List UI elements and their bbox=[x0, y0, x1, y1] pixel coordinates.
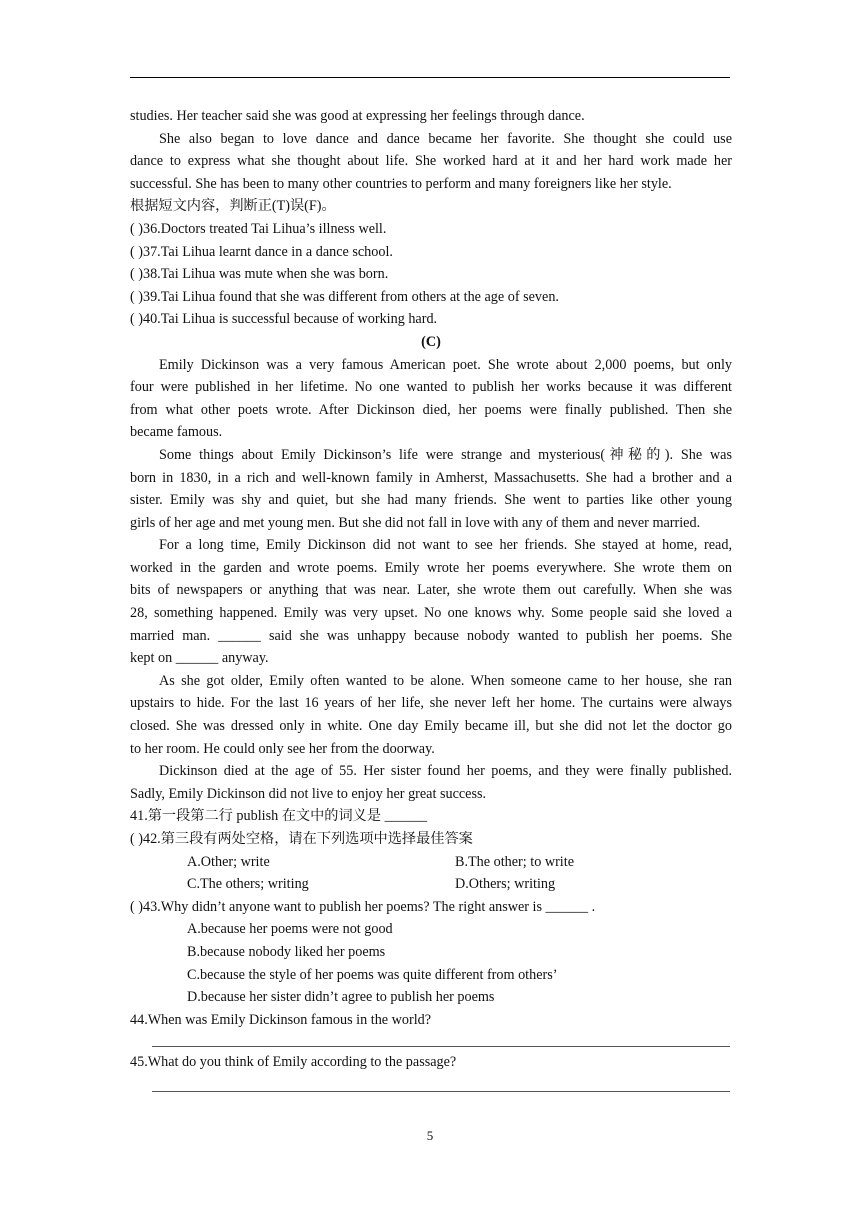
paragraph-line: from what other poets wrote. After Dickinson died, her poems were finally published. Then she bbox=[130, 401, 732, 418]
instruction: 根据短文内容，判断正(T)误(F)。 bbox=[130, 198, 336, 215]
paragraph-line: worked in the garden and wrote poems. Emily wrote her poems everywhere. She wrote them on bbox=[130, 559, 732, 576]
paragraph-line: born in 1830, in a rich and well-known family in Amherst, Massachusetts. She had a brother and a bbox=[130, 469, 732, 486]
option-c: C.because the style of her poems was quite different from others’ bbox=[187, 966, 558, 983]
option-a: A.Other; write bbox=[187, 853, 270, 870]
question-44: 44.When was Emily Dickinson famous in the world? bbox=[130, 1011, 432, 1028]
passage-b-paragraph-line: She also began to love dance and dance became her favorite. She thought she could use bbox=[159, 130, 732, 147]
header-rule bbox=[130, 77, 730, 78]
paragraph-line: Some things about Emily Dickinson’s life were strange and mysterious(神秘的). She was bbox=[159, 446, 732, 463]
page-content bbox=[130, 105, 732, 1031]
question-45: 45.What do you think of Emily according to the passage? bbox=[130, 1054, 457, 1070]
paragraph-line: to her room. He could only see her from the doorway. bbox=[130, 740, 435, 757]
question-42: ( )42.第三段有两处空格，请在下列选项中选择最佳答案 bbox=[130, 831, 473, 847]
question-36: ( )36.Doctors treated Tai Lihua’s illness well. bbox=[130, 220, 387, 237]
question-37: ( )37.Tai Lihua learnt dance in a dance school. bbox=[130, 243, 393, 260]
paragraph-line: Sadly, Emily Dickinson did not live to enjoy her great success. bbox=[130, 785, 487, 802]
question-38: ( )38.Tai Lihua was mute when she was born. bbox=[130, 266, 389, 283]
question-40: ( )40.Tai Lihua is successful because of working hard. bbox=[130, 311, 438, 328]
question-43: ( )43.Why didn’t anyone want to publish her poems? The right answer is ______ . bbox=[130, 898, 596, 915]
passage-b-paragraph-end: studies. Her teacher said she was good at expressing her feelings through dance. bbox=[130, 108, 585, 124]
paragraph-line: kept on ______ anyway. bbox=[130, 650, 269, 667]
paragraph-line: For a long time, Emily Dickinson did not want to see her friends. She stayed at home, read, bbox=[159, 537, 732, 554]
paragraph-line: married man. ______ said she was unhappy because nobody wanted to publish her poems. She bbox=[130, 627, 732, 644]
section-heading: (C) bbox=[421, 333, 441, 350]
paragraph-line: four were published in her lifetime. No one wanted to publish her works because it was different bbox=[130, 379, 732, 396]
paragraph-line: sister. Emily was shy and quiet, but she had many friends. She went to parties like other young bbox=[130, 492, 732, 509]
question-42-options-row bbox=[130, 851, 732, 874]
answer-line-45[interactable] bbox=[152, 1091, 730, 1092]
paragraph-line: girls of her age and met young men. But she did not fall in love with any of them and never married. bbox=[130, 514, 701, 531]
paragraph-line: As she got older, Emily often wanted to be alone. When someone came to her house, she ran bbox=[159, 672, 732, 689]
paragraph-line: Dickinson died at the age of 55. Her sister found her poems, and they were finally published. bbox=[159, 763, 732, 780]
paragraph-line: became famous. bbox=[130, 424, 223, 441]
question-39: ( )39.Tai Lihua found that she was different from others at the age of seven. bbox=[130, 288, 559, 305]
paragraph-line: 28, something happened. Emily was very upset. No one knows why. Some people said she loved a bbox=[130, 605, 732, 622]
page-number: 5 bbox=[426, 1128, 434, 1143]
paragraph-line: upstairs to hide. For the last 16 years of her life, she never left her home. The curtains were always bbox=[130, 695, 732, 712]
question-41: 41.第一段第二行 publish 在文中的词义是 ______ bbox=[130, 808, 428, 825]
option-d: D.because her sister didn’t agree to publish her poems bbox=[187, 989, 495, 1006]
passage-b-paragraph-line: dance to express what she thought about life. She worked hard at it and her hard work made her bbox=[130, 153, 732, 170]
passage-b-paragraph-line: successful. She has been to many other countries to perform and many foreigners like her style. bbox=[130, 175, 672, 192]
paragraph-line: Emily Dickinson was a very famous American poet. She wrote about 2,000 poems, but only bbox=[159, 356, 732, 373]
option-a: A.because her poems were not good bbox=[187, 921, 393, 938]
paragraph-line: bits of newspapers or anything that was near. Later, she wrote them out carefully. When she was bbox=[130, 582, 732, 599]
option-b: B.The other; to write bbox=[455, 853, 574, 870]
answer-line-44[interactable] bbox=[152, 1046, 730, 1047]
option-c: C.The others; writing bbox=[187, 876, 309, 893]
paragraph-line: closed. She was dressed only in white. One day Emily became ill, but she did not let the doctor go bbox=[130, 718, 732, 735]
option-d: D.Others; writing bbox=[455, 876, 556, 893]
question-42-options-row bbox=[130, 873, 732, 896]
option-b: B.because nobody liked her poems bbox=[187, 943, 386, 960]
